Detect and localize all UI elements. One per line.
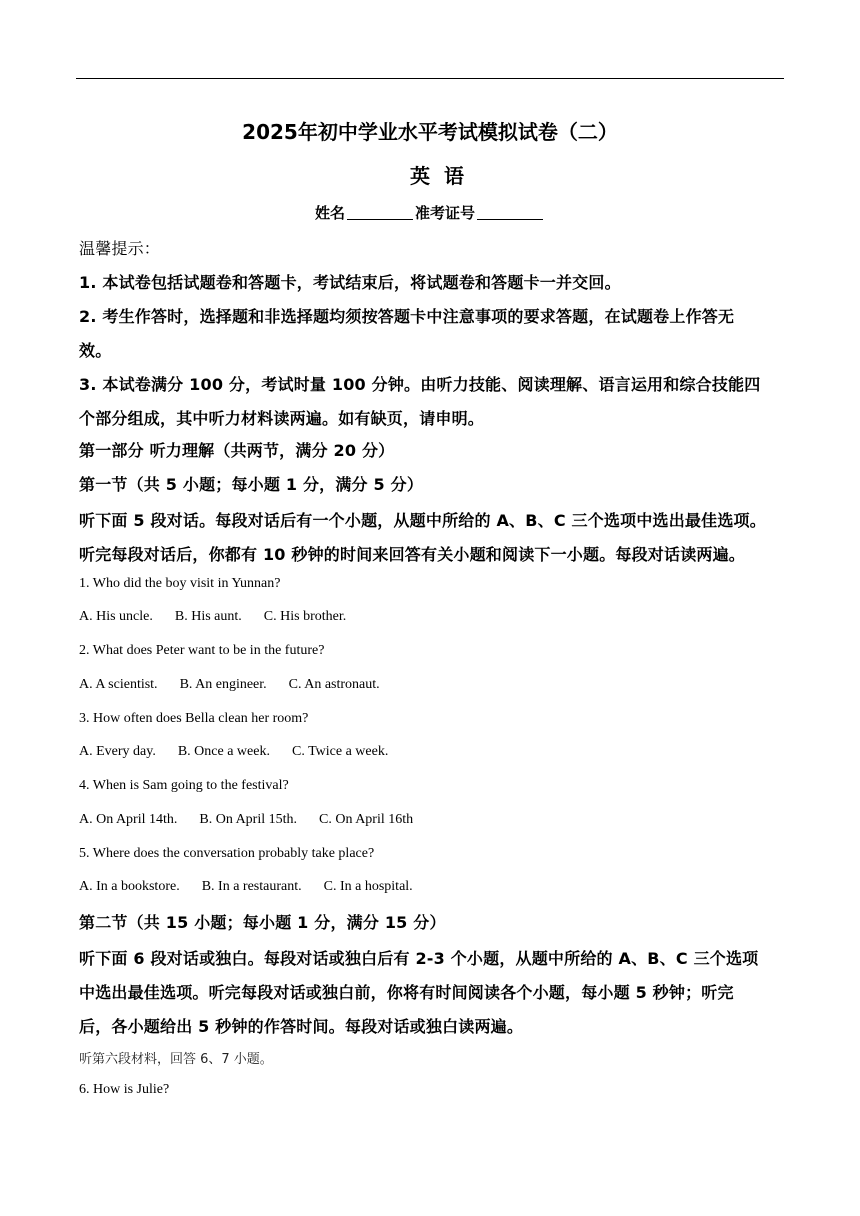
name-label: 姓名 (314, 204, 345, 222)
question-2-option-c: C. An astronaut. (288, 677, 380, 692)
candidate-info-line (0, 202, 860, 223)
question-3-options (79, 744, 388, 760)
tips-heading: 温馨提示： (79, 239, 161, 258)
tip-item-2-line-1: 2. 考生作答时，选择题和非选择题均须按答题卡中注意事项的要求答题，在试题卷上作答无 (79, 307, 735, 326)
section1-instruction-line-1: 听下面 5 段对话。每段对话后有一个小题，从题中所给的 A、B、C 三个选项中选出最佳选项。 (79, 511, 766, 530)
question-6-stem: 6. How is Julie? (79, 1082, 170, 1097)
question-1-option-c: C. His brother. (263, 609, 347, 624)
section1-heading: 第一节（共 5 小题；每小题 1 分，满分 5 分） (79, 475, 424, 494)
question-1-options (79, 609, 346, 625)
header-rule (76, 78, 784, 79)
question-5-option-a: A. In a bookstore. (79, 879, 180, 894)
question-5-stem: 5. Where does the conversation probably take place? (79, 846, 375, 861)
part1-heading: 第一部分 听力理解（共两节，满分 20 分） (79, 441, 395, 460)
tip-item-3-line-2: 个部分组成，其中听力材料读两遍。如有缺页，请申明。 (79, 409, 485, 428)
exam-no-blank (477, 218, 543, 220)
section2-instruction-line-3: 后，各小题给出 5 秒钟的作答时间。每段对话或独白读两遍。 (79, 1017, 524, 1036)
tip-item-2-line-2: 效。 (79, 341, 112, 360)
question-4-stem: 4. When is Sam going to the festival? (79, 778, 289, 793)
tip-item-3-line-1: 3. 本试卷满分 100 分，考试时量 100 分钟。由听力技能、阅读理解、语言运用和综合技能四 (79, 375, 761, 394)
question-5-options (79, 879, 413, 895)
question-3-option-c: C. Twice a week. (291, 744, 389, 759)
name-blank (347, 218, 413, 220)
section2-heading: 第二节（共 15 小题；每小题 1 分，满分 15 分） (79, 913, 446, 932)
section2-instruction-line-2: 中选出最佳选项。听完每段对话或独白前，你将有时间阅读各个小题，每小题 5 秒钟；听完 (79, 983, 734, 1002)
question-2-option-b: B. An engineer. (179, 677, 267, 692)
question-2-stem: 2. What does Peter want to be in the future? (79, 643, 325, 658)
page-title: 2025年初中学业水平考试模拟试卷（二） (242, 120, 618, 144)
question-5-option-b: B. In a restaurant. (201, 879, 302, 894)
material-6-note: 听第六段材料，回答 6、7 小题。 (79, 1052, 273, 1067)
question-5-option-c: C. In a hospital. (323, 879, 413, 894)
question-4-options (79, 812, 413, 828)
question-4-option-b: B. On April 15th. (199, 812, 298, 827)
question-1-option-b: B. His aunt. (174, 609, 242, 624)
question-3-stem: 3. How often does Bella clean her room? (79, 711, 309, 726)
question-1-stem: 1. Who did the boy visit in Yunnan? (79, 576, 281, 591)
question-3-option-a: A. Every day. (79, 744, 156, 759)
section1-instruction-line-2: 听完每段对话后，你都有 10 秒钟的时间来回答有关小题和阅读下一小题。每段对话读两遍。 (79, 545, 746, 564)
exam-no-label: 准考证号 (415, 204, 476, 222)
question-3-option-b: B. Once a week. (177, 744, 270, 759)
question-4-option-c: C. On April 16th (319, 812, 414, 827)
question-4-option-a: A. On April 14th. (79, 812, 178, 827)
question-2-option-a: A. A scientist. (79, 677, 158, 692)
subject-title: 英语 (410, 164, 478, 188)
section2-instruction-line-1: 听下面 6 段对话或独白。每段对话或独白后有 2-3 个小题，从题中所给的 A、B、C 三个选项 (79, 949, 759, 968)
question-1-option-a: A. His uncle. (79, 609, 153, 624)
tip-item-1: 1. 本试卷包括试题卷和答题卡，考试结束后，将试题卷和答题卡一并交回。 (79, 273, 621, 292)
question-2-options (79, 677, 380, 693)
